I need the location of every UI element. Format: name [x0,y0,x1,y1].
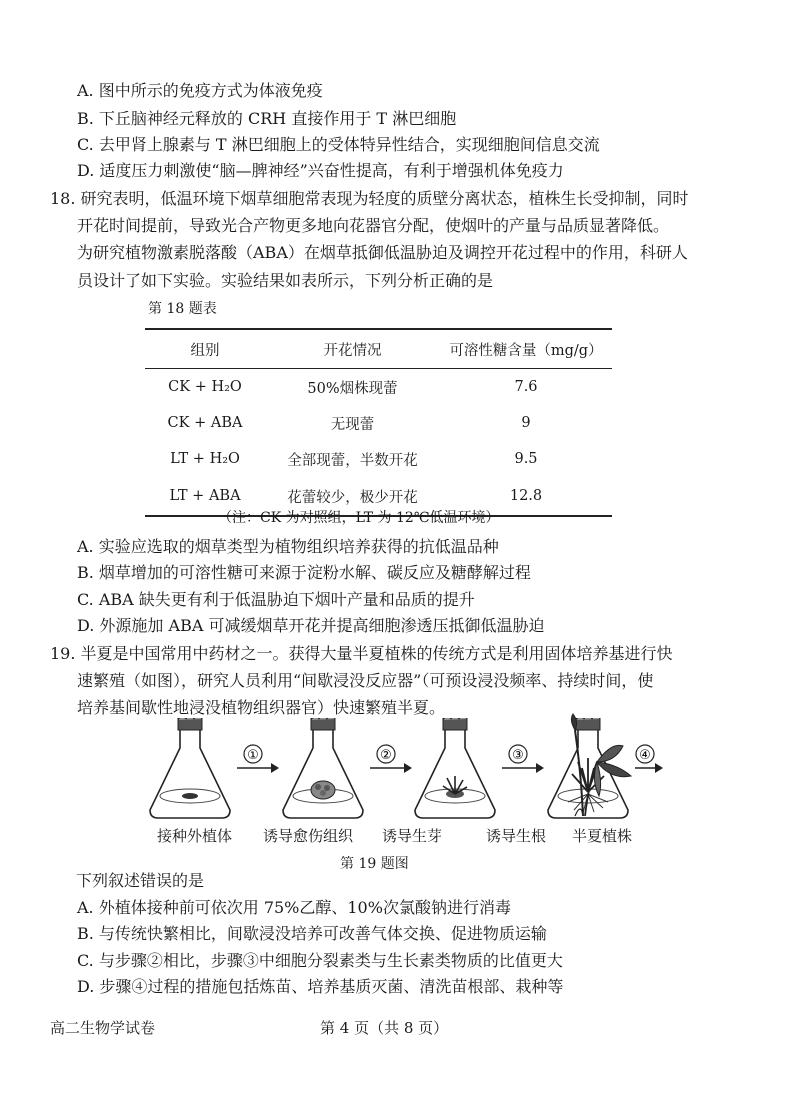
table-cell: 50%烟株现蕾 [307,380,398,397]
q19-stem-line-3: 培养基间歇性地浸没植物组织器官）快速繁殖半夏。 [77,698,446,717]
q18-option-d: D. 外源施加 ABA 可减缓烟草开花并提高细胞渗透压抵御低温胁迫 [77,616,545,635]
table-header-group: 组别 [145,329,265,369]
table-cell: 全部现蕾，半数开花 [287,452,418,469]
table-header-sugar: 可溶性糖含量（mg/g） [440,329,612,369]
table-row [145,405,612,441]
stage-label-callus: 诱导愈伤组织 [263,827,354,845]
q18-option-b: B. 烟草增加的可溶性糖可来源于淀粉水解、碳反应及糖酵解过程 [77,563,531,582]
q17-option-b: B. 下丘脑神经元释放的 CRH 直接作用于 T 淋巴细胞 [77,109,457,128]
step-arrow-3 [502,745,544,773]
stage-label-shoot: 诱导生芽 [382,827,443,845]
q18-option-c: C. ABA 缺失更有利于低温胁迫下烟叶产量和品质的提升 [77,590,475,609]
q18-stem-line-1: 18. 研究表明，低温环境下烟草细胞常表现为轻度的质壁分离状态，植株生长受抑制，同时 [50,189,689,208]
q18-table-note: （注：CK 为对照组，LT 为 12℃低温环境） [218,510,500,526]
q18-stem-line-4: 员设计了如下实验。实验结果如表所示，下列分析正确的是 [77,271,494,290]
table-cell: 无现蕾 [330,416,375,433]
step-label: ④ [639,748,651,763]
flask-callus-icon [283,718,363,818]
step-label: ③ [512,748,524,763]
table-cell: 9 [521,415,531,431]
table-cell: LT + ABA [145,477,265,516]
q18-table-caption: 第 18 题表 [148,301,217,317]
q19-figure-caption: 第 19 题图 [340,856,409,872]
step-arrow-2 [370,745,412,773]
q19-option-b: B. 与传统快繁相比，间歇浸没培养可改善气体交换、促进物质运输 [77,924,547,943]
q18-table [145,328,612,517]
step-label: ② [380,748,392,763]
q17-option-a: A. 图中所示的免疫方式为体液免疫 [77,81,323,100]
flask-explant-icon [150,718,230,818]
table-cell: 12.8 [440,477,612,516]
step-arrow-1 [237,745,279,773]
q19-stem-line-1: 19. 半夏是中国常用中药材之一。获得大量半夏植株的传统方式是利用固体培养基进行快 [50,644,673,663]
q18-stem-line-3: 为研究植物激素脱落酸（ABA）在烟草抵御低温胁迫及调控开花过程中的作用，科研人 [77,243,688,262]
table-cell: 花蕾较少，极少开花 [265,477,440,516]
table-cell: CK + ABA [167,415,243,431]
table-header-flowering: 开花情况 [265,329,440,369]
table-row [145,369,612,406]
q19-option-a: A. 外植体接种前可依次用 75%乙醇、10%次氯酸钠进行消毒 [77,898,511,917]
stage-label-plant: 半夏植株 [572,827,633,845]
q18-stem-line-2: 开花时间提前，导致光合产物更多地向花器官分配，使烟叶的产量与品质显著降低。 [77,216,670,235]
q19-prompt: 下列叙述错误的是 [76,871,205,890]
q19-option-c: C. 与步骤②相比，步骤③中细胞分裂素类与生长素类物质的比值更大 [77,951,563,970]
flask-shoot-icon [415,718,495,818]
stage-label-explant: 接种外植体 [157,827,233,845]
table-cell: 9.5 [514,451,538,467]
table-cell: 7.6 [514,379,538,395]
stage-label-root: 诱导生根 [486,827,547,845]
q18-option-a: A. 实验应选取的烟草类型为植物组织培养获得的抗低温品种 [77,537,499,556]
step-label: ① [247,748,259,763]
q17-option-d: D. 适度压力刺激使“脑—脾神经”兴奋性提高，有利于增强机体免疫力 [77,161,564,180]
q19-stem-line-2: 速繁殖（如图），研究人员利用“间歇浸没反应器”（可预设浸没频率、持续时间，使 [77,671,654,690]
q19-option-d: D. 步骤④过程的措施包括炼苗、培养基质灭菌、清洗苗根部、栽种等 [77,977,564,996]
table-cell: LT + H₂O [170,451,240,467]
footer-subject: 高二生物学试卷 [50,1019,156,1037]
table-row [145,441,612,477]
pinellia-plant-icon [545,712,645,820]
footer-page-number: 第 4 页（共 8 页） [320,1019,449,1037]
q17-option-c: C. 去甲肾上腺素与 T 淋巴细胞上的受体特异性结合，实现细胞间信息交流 [77,135,600,154]
table-cell: CK + H₂O [168,379,242,395]
